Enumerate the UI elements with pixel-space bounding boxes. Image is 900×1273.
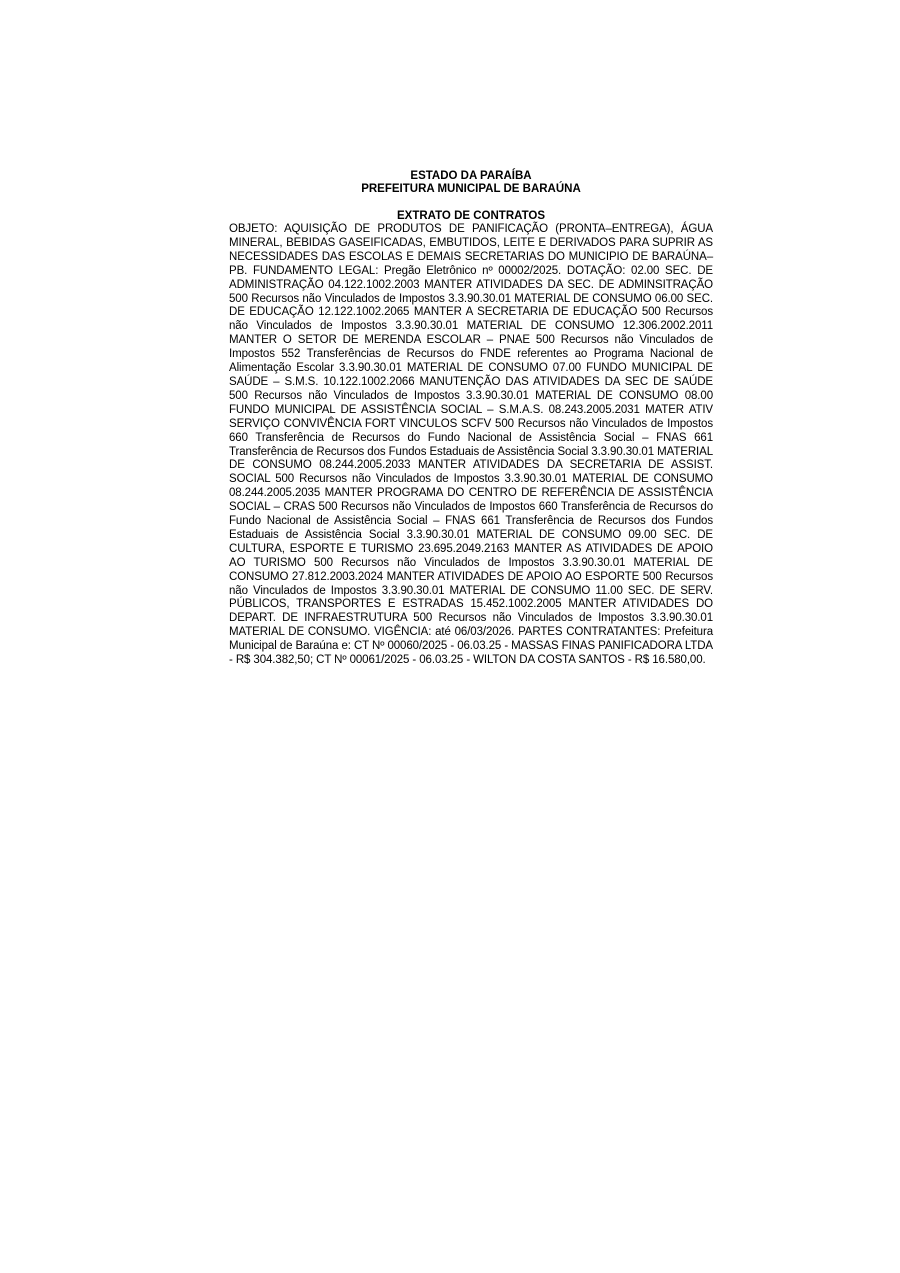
municipality-heading: PREFEITURA MUNICIPAL DE BARAÚNA: [361, 183, 581, 195]
contract-extract-text: OBJETO: AQUISIÇÃO DE PRODUTOS DE PANIFICAÇÃO (PRONTA–ENTREGA), ÁGUA MINERAL, BEBIDAS GASEIFICADAS, EMBUTIDOS, LEITE E DERIVADOS PARA SUPRIR AS NECESSIDADES DAS ESCOLAS E DEMAIS SECRETARIAS DO MUNICIPIO DE BARAÚNA–PB. FUNDAMENTO LEGAL: Pregão Eletrônico nº 00002/2025. DOTAÇÃO: 02.00 SEC. DE ADMINISTRAÇÃO 04.122.1002.2003 MANTER ATIVIDADES DA SEC. DE ADMINSITRAÇÃO 500 Recursos não Vinculados de Impostos 3.3.90.30.01 MATERIAL DE CONSUMO 06.00 SEC. DE EDUCAÇÃO 12.122.1002.2065 MANTER A SECRETARIA DE EDUCAÇÃO 500 Recursos não Vinculados de Impostos 3.3.90.30.01 MATERIAL DE CONSUMO 12.306.2002.2011 MANTER O SETOR DE MERENDA ESCOLAR – PNAE 500 Recursos não Vinculados de Impostos 552 Transferências de Recursos do FNDE referentes ao Programa Nacional de Alimentação Escolar 3.3.90.30.01 MATERIAL DE CONSUMO 07.00 FUNDO MUNICIPAL DE SAÚDE – S.M.S. 10.122.1002.2066 MANUTENÇÃO DAS ATIVIDADES DA SEC DE SAÚDE 500 Recursos não Vinculados de Impostos 3.3.90.30.01 MATERIAL DE CONSUMO 08.00 FUNDO MUNICIPAL DE ASSISTÊNCIA SOCIAL – S.M.A.S. 08.243.2005.2031 MATER ATIV SERVIÇO CONVIVÊNCIA FORT VINCULOS SCFV 500 Recursos não Vinculados de Impostos 660 Transferência de Recursos do Fundo Nacional de Assistência Social – FNAS 661 Transferência de Recursos dos Fundos Estaduais de Assistência Social 3.3.90.30.01 MATERIAL DE CONSUMO 08.244.2005.2033 MANTER ATIVIDADES DA SECRETARIA DE ASSIST. SOCIAL 500 Recursos não Vinculados de Impostos 3.3.90.30.01 MATERIAL DE CONSUMO 08.244.2005.2035 MANTER PROGRAMA DO CENTRO DE REFERÊNCIA DE ASSISTÊNCIA SOCIAL – CRAS 500 Recursos não Vinculados de Impostos 660 Transferência de Recursos do Fundo Nacional de Assistência Social – FNAS 661 Transferência de Recursos dos Fundos Estaduais de Assistência Social 3.3.90.30.01 MATERIAL DE CONSUMO 09.00 SEC. DE CULTURA, ESPORTE E TURISMO 23.695.2049.2163 MANTER AS ATIVIDADES DE APOIO AO TURISMO 500 Recursos não Vinculados de Impostos 3.3.90.30.01 MATERIAL DE CONSUMO 27.812.2003.2024 MANTER ATIVIDADES DE APOIO AO ESPORTE 500 Recursos não Vinculados de Impostos 3.3.90.30.01 MATERIAL DE CONSUMO 11.00 SEC. DE SERV. PÚBLICOS, TRANSPORTES E ESTRADAS 15.452.1002.2005 MANTER ATIVIDADES DO DEPART. DE INFRAESTRUTURA 500 Recursos não Vinculados de Impostos 3.3.90.30.01 MATERIAL DE CONSUMO. VIGÊNCIA: até 06/03/2026. PARTES CONTRATANTES: Prefeitura Municipal de Baraúna e: CT Nº 00060/2025 - 06.03.25 - MASSAS FINAS PANIFICADORA LTDA - R$ 304.382,50; CT Nº 00061/2025 - 06.03.25 - WILTON DA COSTA SANTOS - R$ 16.580,00.: [229, 223, 713, 667]
state-heading: ESTADO DA PARAÍBA: [410, 170, 532, 182]
document-page: [229, 170, 713, 668]
document-title: EXTRATO DE CONTRATOS: [396, 210, 546, 222]
section-spacer: [229, 196, 713, 210]
